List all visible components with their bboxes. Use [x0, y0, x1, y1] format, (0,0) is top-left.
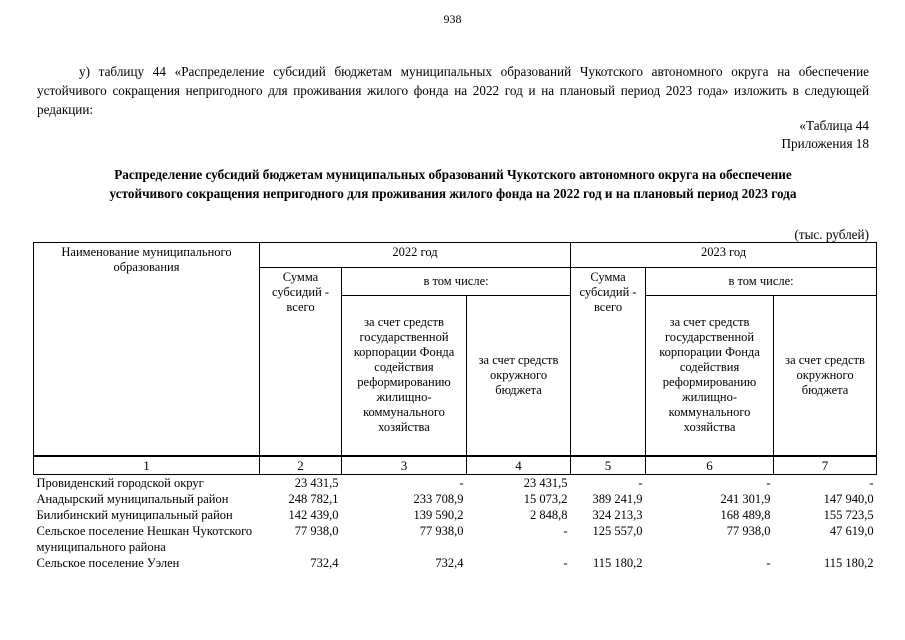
header-total-2022: Сумма субсидий - всего: [260, 268, 342, 456]
column-number-row: [34, 456, 877, 475]
cell-fund-2023: 241 301,9: [720, 491, 771, 506]
cell-district-2023: 47 619,0: [829, 523, 874, 538]
cell-district-2022: 2 848,8: [530, 507, 568, 522]
heading-line-1: Распределение субсидий бюджетам муниципальных образований Чукотского автономного округа на обеспечение: [114, 167, 792, 182]
header-year-2022: 2022 год: [260, 243, 571, 268]
cell-fund-2023: -: [766, 475, 771, 490]
header-total-2023: Сумма субсидий - всего: [571, 268, 646, 456]
cell-district-2022: 15 073,2: [523, 491, 568, 506]
header-fund-2022: за счет средств государственной корпорации Фонда содействия реформированию жилищно-коммунального хозяйства: [342, 296, 467, 456]
cell-total-2022: 248 782,1: [288, 491, 339, 506]
row-name: Билибинский муниципальный район: [36, 507, 233, 522]
cell-fund-2022: 77 938,0: [419, 523, 464, 538]
cell-district-2023: 115 180,2: [824, 555, 874, 570]
header-fund-2023: за счет средств государственной корпорации Фонда содействия реформированию жилищно-коммунального хозяйства: [646, 296, 774, 456]
cell-total-2023: 389 241,9: [592, 491, 643, 506]
cell-fund-2022: 139 590,2: [413, 507, 464, 522]
cell-total-2022: 142 439,0: [288, 507, 339, 522]
table-row: [34, 507, 877, 523]
cell-total-2023: 324 213,3: [592, 507, 643, 522]
page-number: 938: [443, 12, 462, 26]
table-label: «Таблица 44: [799, 118, 869, 133]
row-name: Сельское поселение Уэлен: [36, 555, 180, 570]
cell-district-2022: -: [563, 555, 568, 570]
cell-district-2022: 23 431,5: [523, 475, 568, 490]
header-name: Наименование муниципального образования: [34, 243, 260, 456]
cell-fund-2023: 77 938,0: [726, 523, 771, 538]
cell-total-2022: 23 431,5: [294, 475, 339, 490]
cell-district-2023: 155 723,5: [823, 507, 874, 522]
column-number: 7: [774, 456, 877, 475]
table-row: [34, 555, 877, 571]
column-number: 4: [467, 456, 571, 475]
subsidy-table: [33, 242, 877, 571]
cell-fund-2022: -: [459, 475, 464, 490]
header-including-2023: в том числе:: [646, 268, 877, 296]
appendix-label: Приложения 18: [781, 136, 869, 151]
column-number: 2: [260, 456, 342, 475]
header-district-2023: за счет средств окружного бюджета: [774, 296, 877, 456]
row-name: Анадырский муниципальный район: [36, 491, 229, 506]
table-row: [34, 491, 877, 507]
table-heading: [37, 165, 869, 203]
column-number: 5: [571, 456, 646, 475]
cell-district-2022: -: [563, 523, 568, 538]
cell-fund-2023: 168 489,8: [720, 507, 771, 522]
row-name: Сельское поселение Нешкан Чукотского муниципального района: [36, 523, 253, 554]
header-including-2022: в том числе:: [342, 268, 571, 296]
cell-total-2022: 77 938,0: [294, 523, 339, 538]
column-number: 1: [34, 456, 260, 475]
cell-fund-2023: -: [766, 555, 771, 570]
column-number: 6: [646, 456, 774, 475]
cell-total-2022: 732,4: [310, 555, 339, 570]
row-name: Провиденский городской округ: [36, 475, 204, 490]
column-number: 3: [342, 456, 467, 475]
header-district-2022: за счет средств окружного бюджета: [467, 296, 571, 456]
cell-total-2023: 125 557,0: [592, 523, 643, 538]
units-label: (тыс. рублей): [794, 227, 869, 242]
cell-total-2023: -: [638, 475, 643, 490]
header-year-2023: 2023 год: [571, 243, 877, 268]
heading-line-2: устойчивого сокращения непригодного для проживания жилого фонда на 2022 год и на плановый период 2023 года: [109, 186, 797, 201]
cell-fund-2022: 732,4: [435, 555, 464, 570]
table-row: [34, 474, 877, 491]
table-row: [34, 523, 877, 555]
cell-district-2023: -: [869, 475, 874, 490]
cell-total-2023: 115 180,2: [592, 555, 643, 570]
cell-district-2023: 147 940,0: [823, 491, 874, 506]
intro-paragraph: у) таблицу 44 «Распределение субсидий бюджетам муниципальных образований Чукотского автономного округа на обеспечение устойчивого сокращения непригодного для проживания жилого фонда на 2022 год и на плановый период 2023 года» изложить в следующей редакции:: [37, 64, 869, 117]
cell-fund-2022: 233 708,9: [413, 491, 464, 506]
